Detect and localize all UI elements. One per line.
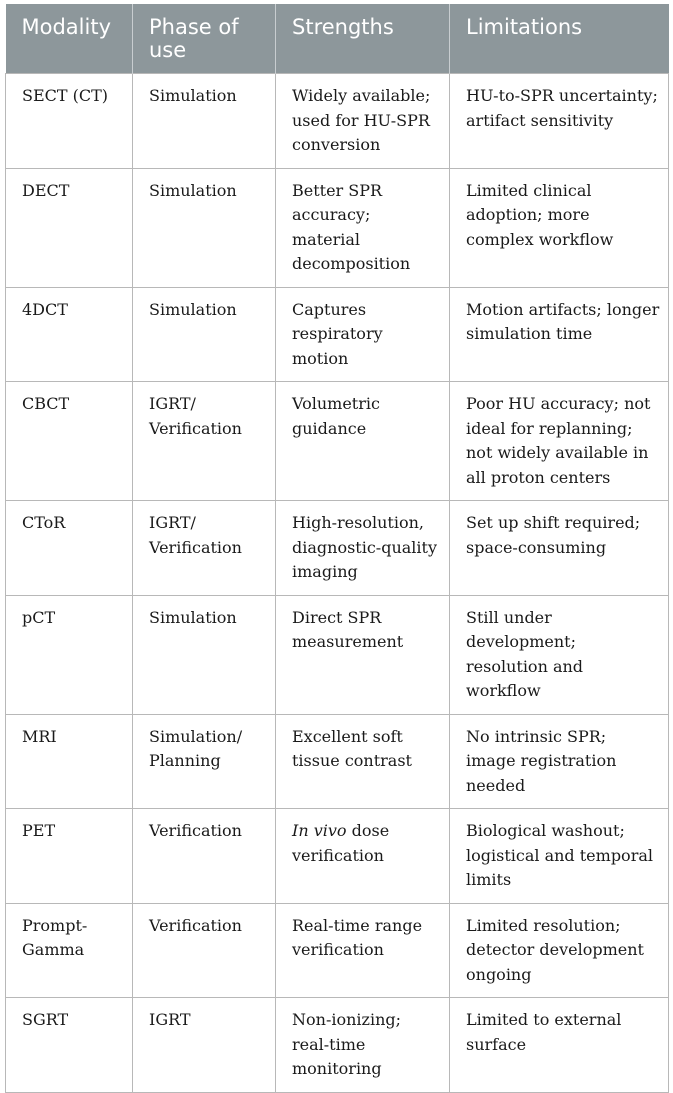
table-row <box>6 287 669 382</box>
header-strengths: Strengths <box>276 4 450 74</box>
cell-phase: IGRT <box>133 998 276 1093</box>
cell-phase: Simulation <box>133 287 276 382</box>
cell-modality: CBCT <box>6 382 133 501</box>
cell-phase: Simulation <box>133 595 276 714</box>
cell-strengths: Excellent soft tissue contrast <box>276 714 450 809</box>
in-vivo-italic: In vivo <box>292 821 347 840</box>
cell-limitations: No intrinsic SPR; image registration needed <box>450 714 669 809</box>
cell-limitations: Set up shift required; space-consuming <box>450 501 669 596</box>
cell-strengths: Direct SPR measurement <box>276 595 450 714</box>
table-row <box>6 903 669 998</box>
cell-modality: MRI <box>6 714 133 809</box>
cell-modality: CToR <box>6 501 133 596</box>
cell-phase: Simulation <box>133 74 276 169</box>
cell-phase: Verification <box>133 809 276 904</box>
cell-phase: IGRT/ Verification <box>133 382 276 501</box>
table-row <box>6 998 669 1093</box>
cell-modality: DECT <box>6 168 133 287</box>
cell-strengths: Widely available; used for HU-SPR conversion <box>276 74 450 169</box>
modality-table <box>5 4 669 1093</box>
table-body <box>6 74 669 1093</box>
header-limitations: Limitations <box>450 4 669 74</box>
cell-strengths: Volumetric guidance <box>276 382 450 501</box>
cell-strengths: Captures respiratory motion <box>276 287 450 382</box>
cell-limitations: Limited resolution; detector development ongoing <box>450 903 669 998</box>
cell-phase: Simulation <box>133 168 276 287</box>
cell-limitations: Limited to external surface <box>450 998 669 1093</box>
cell-phase: Simulation/ Planning <box>133 714 276 809</box>
table-row <box>6 714 669 809</box>
cell-modality: SECT (CT) <box>6 74 133 169</box>
table-header <box>6 4 669 74</box>
pet-strength-rest: dose verification <box>292 821 390 865</box>
cell-limitations: Poor HU accuracy; not ideal for replanning; not widely available in all proton centers <box>450 382 669 501</box>
cell-limitations: Limited clinical adoption; more complex workflow <box>450 168 669 287</box>
cell-strengths: Non-ionizing; real-time monitoring <box>276 998 450 1093</box>
header-row <box>6 4 669 74</box>
header-phase-of-use: Phase of use <box>133 4 276 74</box>
cell-modality: pCT <box>6 595 133 714</box>
cell-strengths: Better SPR accuracy; material decomposition <box>276 168 450 287</box>
table-row <box>6 382 669 501</box>
cell-limitations: Still under development; resolution and workflow <box>450 595 669 714</box>
table-row <box>6 74 669 169</box>
cell-limitations: HU-to-SPR uncertainty; artifact sensitivity <box>450 74 669 169</box>
cell-modality: Prompt-Gamma <box>6 903 133 998</box>
cell-phase: Verification <box>133 903 276 998</box>
cell-limitations: Biological washout; logistical and temporal limits <box>450 809 669 904</box>
table-row <box>6 168 669 287</box>
table-row <box>6 595 669 714</box>
header-modality: Modality <box>6 4 133 74</box>
cell-limitations: Motion artifacts; longer simulation time <box>450 287 669 382</box>
cell-strengths: Real-time range verification <box>276 903 450 998</box>
cell-strengths <box>276 809 450 904</box>
table-row <box>6 809 669 904</box>
cell-modality: PET <box>6 809 133 904</box>
cell-phase: IGRT/ Verification <box>133 501 276 596</box>
table-row <box>6 501 669 596</box>
cell-modality: SGRT <box>6 998 133 1093</box>
cell-modality: 4DCT <box>6 287 133 382</box>
cell-strengths: High-resolution, diagnostic-quality imaging <box>276 501 450 596</box>
